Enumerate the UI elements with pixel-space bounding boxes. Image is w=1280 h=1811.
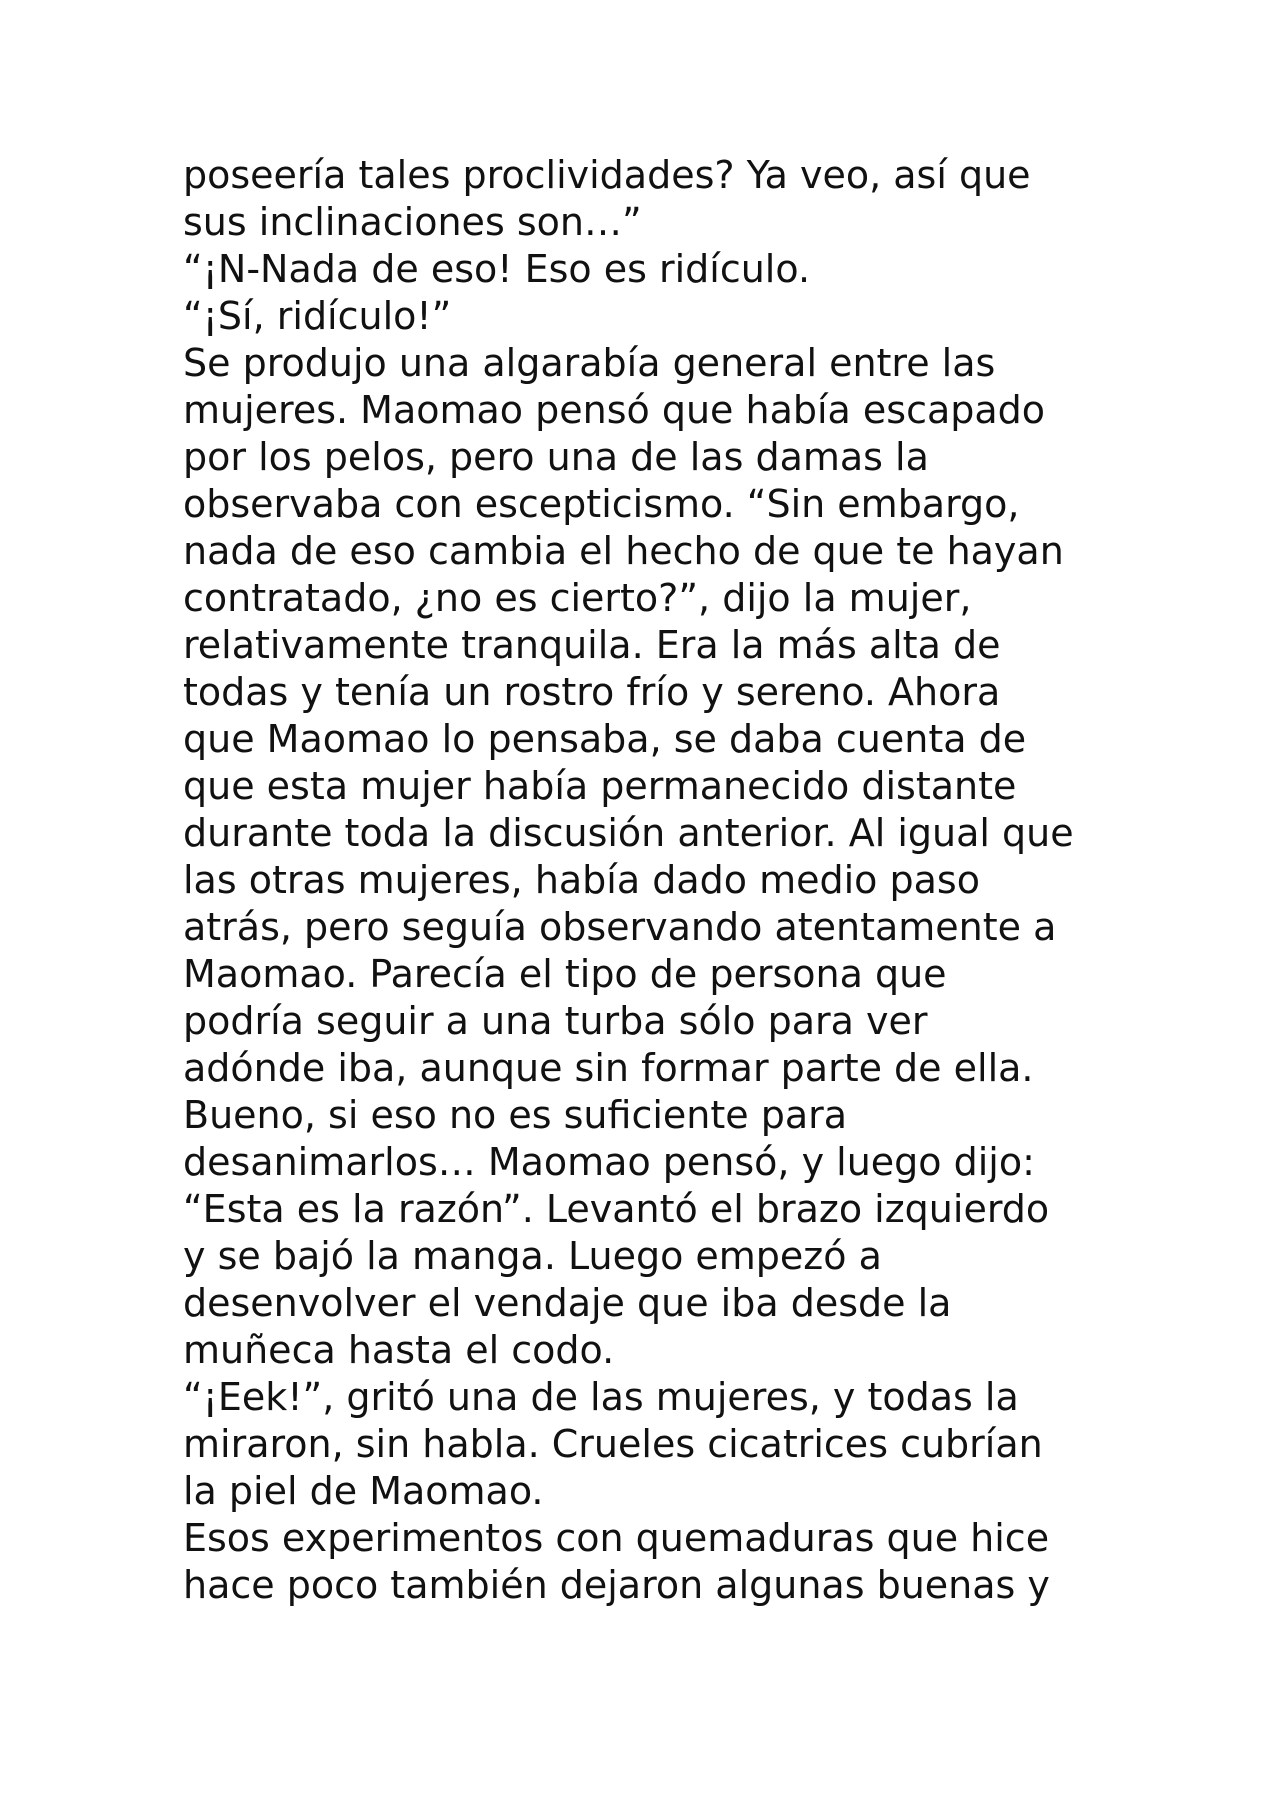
text-line: poseería tales proclividades? Ya veo, así que [183,153,1031,197]
text-line: “¡N-Nada de eso! Eso es ridículo. [183,247,811,291]
text-line: “Esta es la razón”. Levantó el brazo izquierdo [183,1187,1050,1231]
text-line: las otras mujeres, había dado medio paso [183,858,980,902]
text-line: que Maomao lo pensaba, se daba cuenta de [183,717,1027,761]
text-line: relativamente tranquila. Era la más alta de [183,623,1001,667]
text-line: miraron, sin habla. Crueles cicatrices cubrían [183,1422,1043,1466]
text-line: “¡Sí, ridículo!” [183,294,452,338]
text-line: hace poco también dejaron algunas buenas y [183,1563,1050,1607]
text-line: atrás, pero seguía observando atentamente a [183,905,1057,949]
text-line: Maomao. Parecía el tipo de persona que [183,952,947,996]
text-line: durante toda la discusión anterior. Al igual que [183,811,1074,855]
text-line: sus inclinaciones son…” [183,200,642,244]
text-line: muñeca hasta el codo. [183,1328,615,1372]
text-line: que esta mujer había permanecido distante [183,764,1017,808]
body-text [183,152,1183,1609]
text-line: observaba con escepticismo. “Sin embargo, [183,482,1020,526]
text-line: podría seguir a una turba sólo para ver [183,999,928,1043]
text-line: adónde iba, aunque sin formar parte de ella. [183,1046,1034,1090]
text-line: nada de eso cambia el hecho de que te hayan [183,529,1064,573]
text-line: por los pelos, pero una de las damas la [183,435,929,479]
text-line: desenvolver el vendaje que iba desde la [183,1281,952,1325]
text-line: Bueno, si eso no es suficiente para [183,1093,848,1137]
text-line: contratado, ¿no es cierto?”, dijo la mujer, [183,576,972,620]
text-line: “¡Eek!”, gritó una de las mujeres, y todas la [183,1375,1019,1419]
text-line: Esos experimentos con quemaduras que hice [183,1516,1050,1560]
text-line: todas y tenía un rostro frío y sereno. Ahora [183,670,1001,714]
text-line: la piel de Maomao. [183,1469,544,1513]
text-line: desanimarlos… Maomao pensó, y luego dijo: [183,1140,1035,1184]
text-line: y se bajó la manga. Luego empezó a [183,1234,882,1278]
text-line: Se produjo una algarabía general entre las [183,341,996,385]
text-line: mujeres. Maomao pensó que había escapado [183,388,1046,432]
